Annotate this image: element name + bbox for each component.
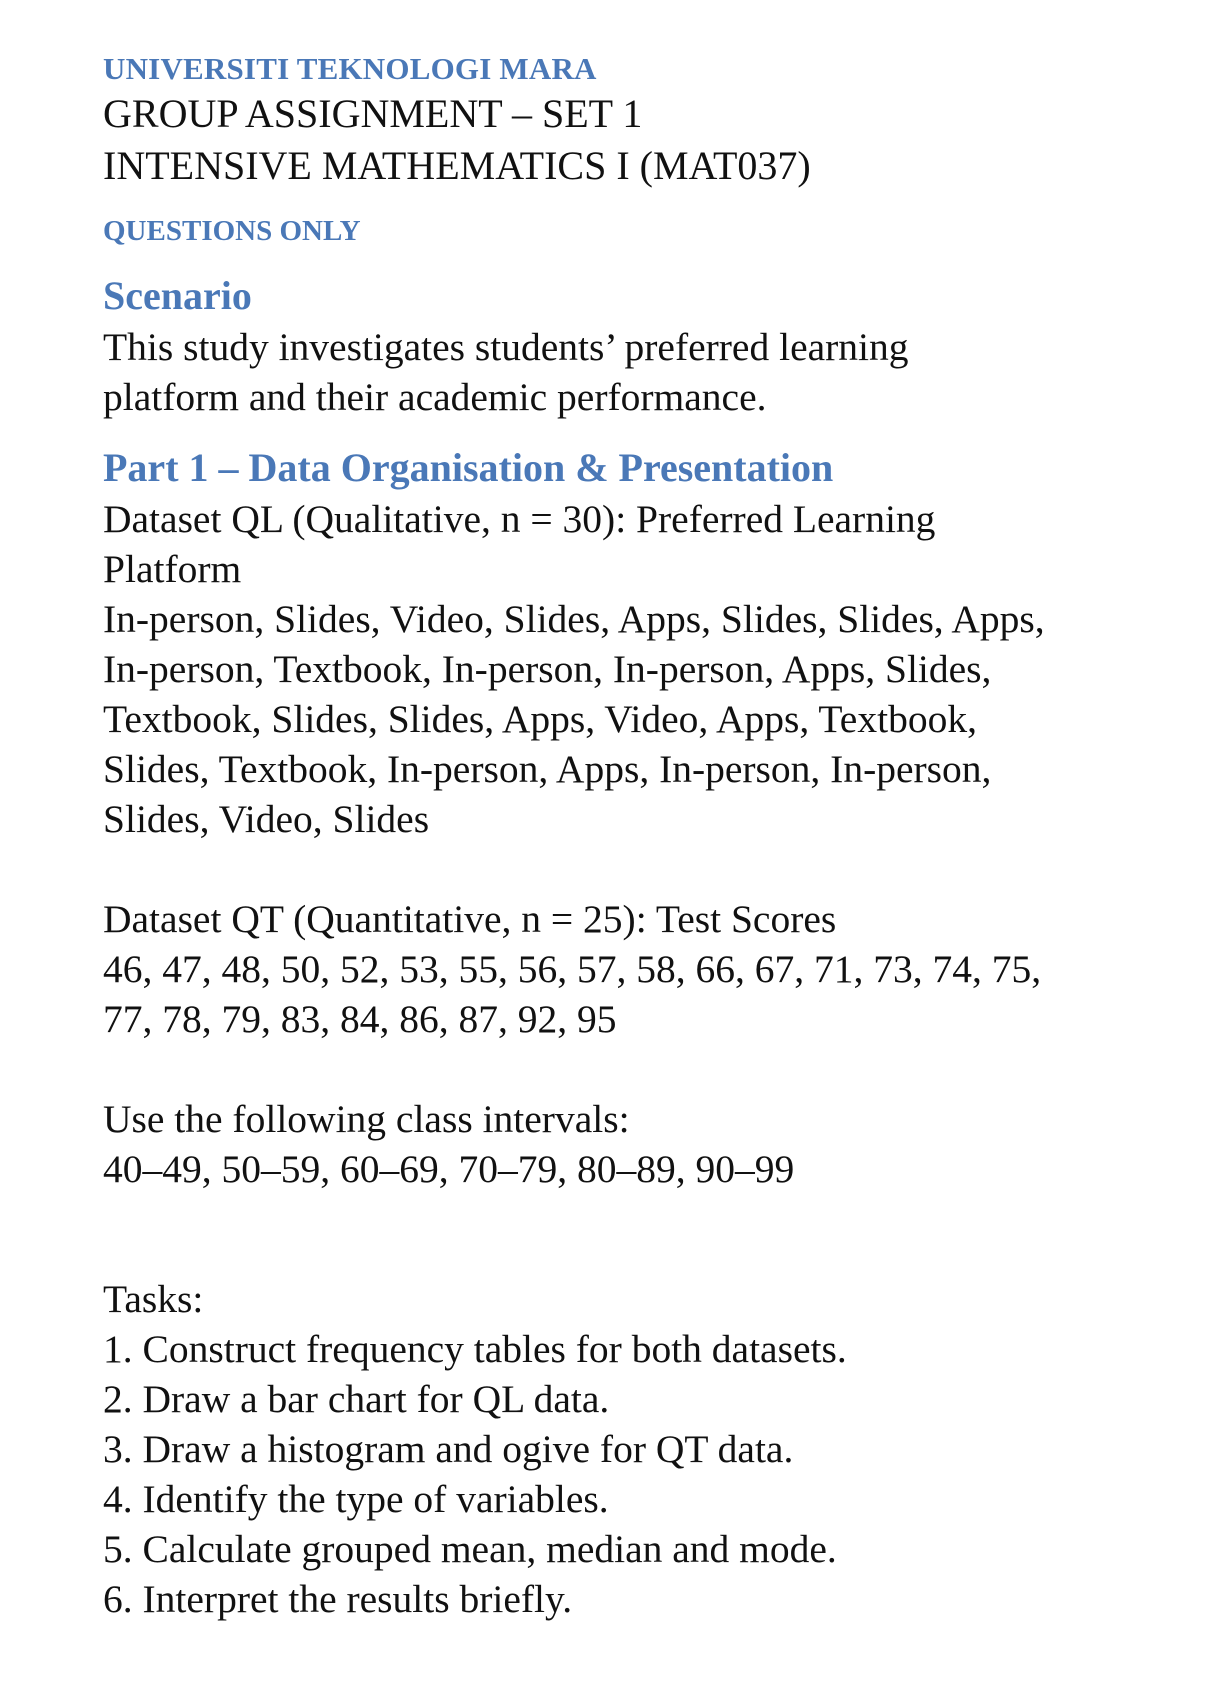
tasks-section [103, 1274, 1213, 1624]
university-name: UNIVERSITI TEKNOLOGI MARA [103, 51, 597, 86]
task-item: 1. Construct frequency tables for both datasets. [103, 1327, 847, 1371]
task-list [103, 1324, 1213, 1624]
scenario-heading: Scenario [103, 273, 252, 318]
ql-data-line: In-person, Textbook, In-person, In-person, Apps, Slides, [103, 647, 992, 691]
document-page [103, 50, 1213, 1624]
assignment-title: GROUP ASSIGNMENT – SET 1 [103, 91, 643, 136]
dataset-ql [103, 494, 1213, 844]
intervals-intro: Use the following class intervals: [103, 1097, 630, 1141]
scenario-text [103, 322, 1213, 422]
qt-data-line: 46, 47, 48, 50, 52, 53, 55, 56, 57, 58, 66, 67, 71, 73, 74, 75, [103, 947, 1042, 991]
qt-title: Dataset QT (Quantitative, n = 25): Test Scores [103, 897, 837, 941]
questions-only-label: QUESTIONS ONLY [103, 215, 361, 247]
task-item: 3. Draw a histogram and ogive for QT data. [103, 1427, 794, 1471]
ql-data-line: Slides, Textbook, In-person, Apps, In-person, In-person, [103, 747, 992, 791]
ql-data-line: In-person, Slides, Video, Slides, Apps, Slides, Slides, Apps, [103, 597, 1045, 641]
dataset-qt [103, 894, 1213, 1044]
qt-data-line: 77, 78, 79, 83, 84, 86, 87, 92, 95 [103, 997, 617, 1041]
course-title: INTENSIVE MATHEMATICS I (MAT037) [103, 143, 811, 188]
ql-data-line: Slides, Video, Slides [103, 797, 430, 841]
task-item: 4. Identify the type of variables. [103, 1477, 609, 1521]
tasks-heading: Tasks: [103, 1277, 204, 1321]
ql-data-line: Textbook, Slides, Slides, Apps, Video, Apps, Textbook, [103, 697, 977, 741]
task-item: 5. Calculate grouped mean, median and mode. [103, 1527, 837, 1571]
task-item: 6. Interpret the results briefly. [103, 1577, 573, 1621]
scenario-line: This study investigates students’ preferred learning [103, 325, 909, 369]
task-item: 2. Draw a bar chart for QL data. [103, 1377, 610, 1421]
ql-title-line: Dataset QL (Qualitative, n = 30): Preferred Learning [103, 497, 936, 541]
intervals-list: 40–49, 50–59, 60–69, 70–79, 80–89, 90–99 [103, 1147, 795, 1191]
part1-heading: Part 1 – Data Organisation & Presentation [103, 445, 834, 490]
ql-title-line: Platform [103, 547, 242, 591]
scenario-line: platform and their academic performance. [103, 375, 767, 419]
class-intervals [103, 1094, 1213, 1194]
